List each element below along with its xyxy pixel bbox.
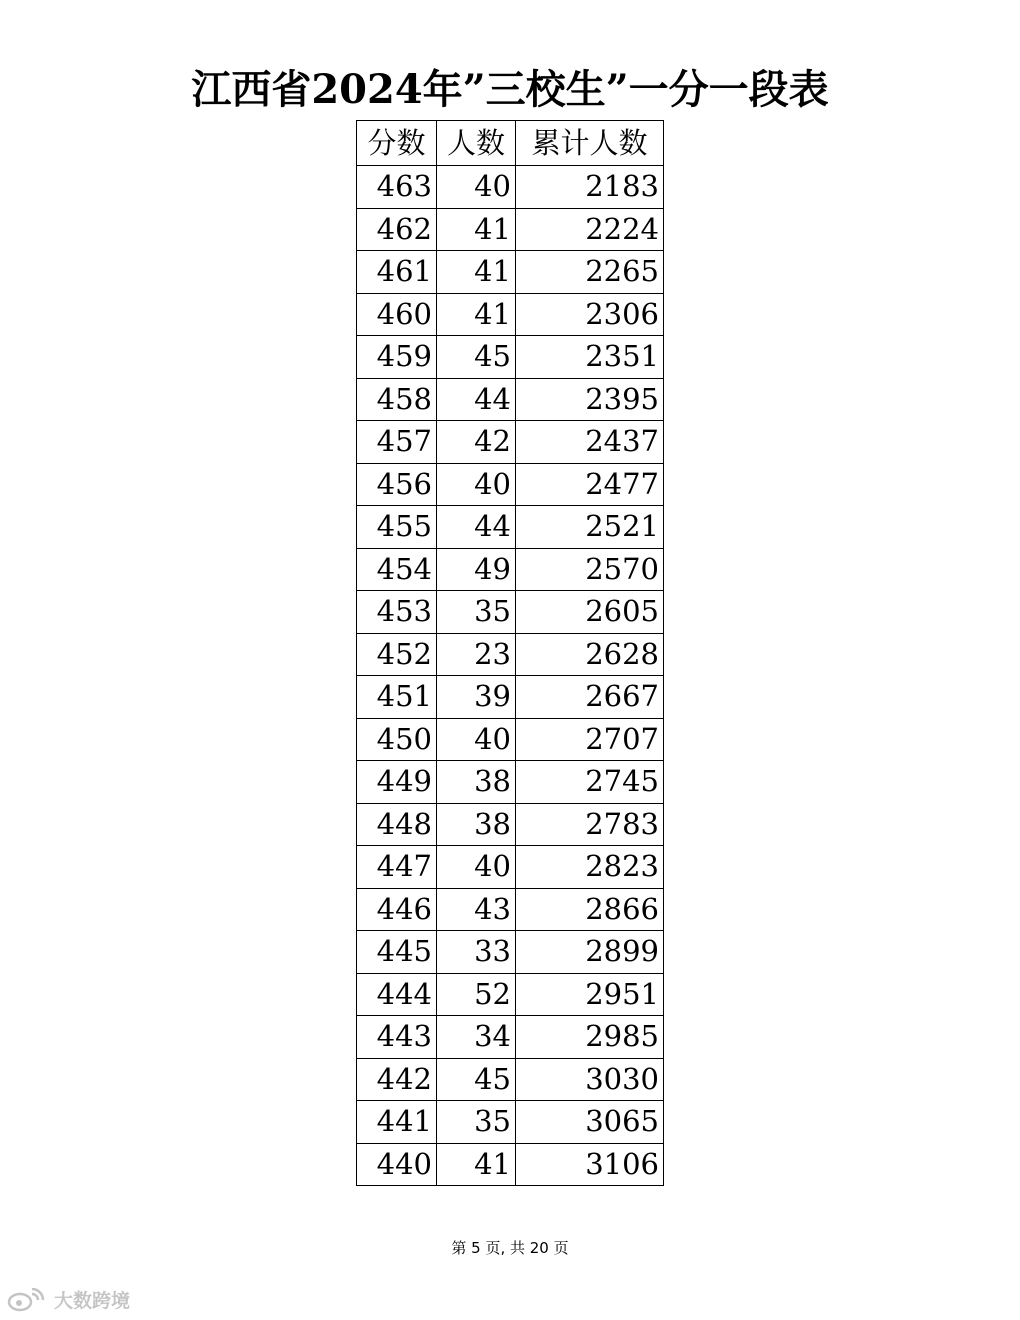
table-header-row	[357, 121, 664, 166]
table-row	[357, 548, 664, 591]
count-cell: 40	[437, 846, 516, 889]
score-cell: 458	[357, 378, 437, 421]
table-row	[357, 293, 664, 336]
table-row	[357, 336, 664, 379]
count-cell: 45	[437, 1058, 516, 1101]
cumulative-cell: 2224	[516, 208, 664, 251]
count-cell: 42	[437, 421, 516, 464]
table-row	[357, 676, 664, 719]
cumulative-cell: 2183	[516, 166, 664, 209]
score-cell: 462	[357, 208, 437, 251]
count-cell: 41	[437, 1143, 516, 1186]
count-cell: 41	[437, 293, 516, 336]
score-cell: 440	[357, 1143, 437, 1186]
cumulative-cell: 2667	[516, 676, 664, 719]
count-cell: 33	[437, 931, 516, 974]
score-cell: 450	[357, 718, 437, 761]
count-cell: 49	[437, 548, 516, 591]
table-row	[357, 463, 664, 506]
score-cell: 457	[357, 421, 437, 464]
count-cell: 40	[437, 463, 516, 506]
score-cell: 453	[357, 591, 437, 634]
score-cell: 461	[357, 251, 437, 294]
count-cell: 38	[437, 803, 516, 846]
score-cell: 456	[357, 463, 437, 506]
score-cell: 448	[357, 803, 437, 846]
watermark	[6, 1286, 130, 1313]
count-cell: 40	[437, 166, 516, 209]
table-row	[357, 1101, 664, 1144]
score-cell: 443	[357, 1016, 437, 1059]
cumulative-cell: 2477	[516, 463, 664, 506]
score-cell: 446	[357, 888, 437, 931]
count-cell: 44	[437, 506, 516, 549]
score-cell: 455	[357, 506, 437, 549]
page-title: 江西省2024年”三校生”一分一段表	[191, 66, 829, 113]
score-cell: 451	[357, 676, 437, 719]
cumulative-cell: 2437	[516, 421, 664, 464]
header-cumulative: 累计人数	[516, 121, 664, 166]
count-cell: 45	[437, 336, 516, 379]
header-count: 人数	[437, 121, 516, 166]
table-row	[357, 1058, 664, 1101]
count-cell: 38	[437, 761, 516, 804]
cumulative-cell: 2628	[516, 633, 664, 676]
score-cell: 459	[357, 336, 437, 379]
cumulative-cell: 2265	[516, 251, 664, 294]
table-row	[357, 421, 664, 464]
cumulative-cell: 2985	[516, 1016, 664, 1059]
table-row	[357, 208, 664, 251]
table-row	[357, 931, 664, 974]
table-row	[357, 973, 664, 1016]
table-row	[357, 1143, 664, 1186]
cumulative-cell: 2823	[516, 846, 664, 889]
watermark-text: 大数跨境	[54, 1290, 131, 1312]
table-row	[357, 803, 664, 846]
cumulative-cell: 2951	[516, 973, 664, 1016]
count-cell: 41	[437, 251, 516, 294]
cumulative-cell: 2570	[516, 548, 664, 591]
count-cell: 34	[437, 1016, 516, 1059]
score-cell: 444	[357, 973, 437, 1016]
count-cell: 39	[437, 676, 516, 719]
count-cell: 52	[437, 973, 516, 1016]
score-cell: 447	[357, 846, 437, 889]
score-cell: 445	[357, 931, 437, 974]
score-distribution-table	[356, 120, 664, 1186]
score-cell: 463	[357, 166, 437, 209]
score-cell: 452	[357, 633, 437, 676]
cumulative-cell: 3030	[516, 1058, 664, 1101]
cumulative-cell: 2395	[516, 378, 664, 421]
cumulative-cell: 3106	[516, 1143, 664, 1186]
table-row	[357, 846, 664, 889]
table-row	[357, 506, 664, 549]
table-row	[357, 1016, 664, 1059]
score-cell: 460	[357, 293, 437, 336]
table-row	[357, 633, 664, 676]
cumulative-cell: 2783	[516, 803, 664, 846]
table-row	[357, 378, 664, 421]
cumulative-cell: 2899	[516, 931, 664, 974]
table-row	[357, 888, 664, 931]
count-cell: 23	[437, 633, 516, 676]
cumulative-cell: 2351	[516, 336, 664, 379]
table-row	[357, 718, 664, 761]
cumulative-cell: 2306	[516, 293, 664, 336]
cumulative-cell: 2745	[516, 761, 664, 804]
cumulative-cell: 2521	[516, 506, 664, 549]
count-cell: 40	[437, 718, 516, 761]
cumulative-cell: 2605	[516, 591, 664, 634]
cumulative-cell: 2866	[516, 888, 664, 931]
count-cell: 41	[437, 208, 516, 251]
score-cell: 449	[357, 761, 437, 804]
count-cell: 43	[437, 888, 516, 931]
score-cell: 454	[357, 548, 437, 591]
cumulative-cell: 3065	[516, 1101, 664, 1144]
score-cell: 442	[357, 1058, 437, 1101]
score-cell: 441	[357, 1101, 437, 1144]
table-row	[357, 166, 664, 209]
count-cell: 35	[437, 591, 516, 634]
table-row	[357, 591, 664, 634]
table-row	[357, 251, 664, 294]
weibo-logo-icon	[6, 1288, 50, 1312]
count-cell: 44	[437, 378, 516, 421]
page-footer: 第 5 页, 共 20 页	[451, 1239, 569, 1257]
header-score: 分数	[357, 121, 437, 166]
table-row	[357, 761, 664, 804]
cumulative-cell: 2707	[516, 718, 664, 761]
count-cell: 35	[437, 1101, 516, 1144]
